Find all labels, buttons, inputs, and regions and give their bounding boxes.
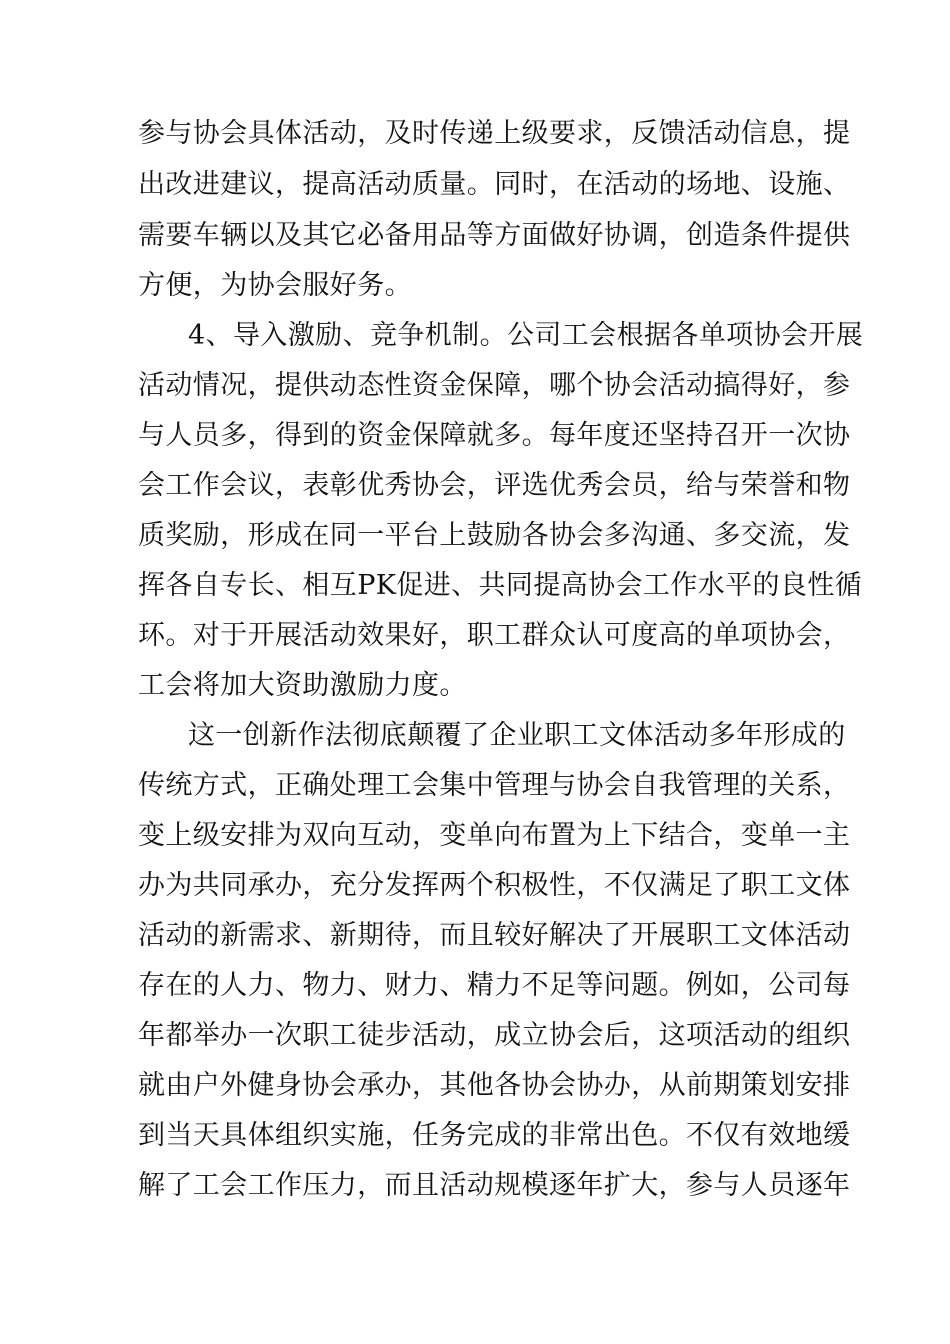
- text-line: 就由户外健身协会承办，其他各协会协办，从前期策划安排: [138, 1070, 851, 1101]
- text-line: 工会将加大资助激励力度。: [138, 670, 467, 701]
- text-line: 解了工会工作压力，而且活动规模逐年扩大，参与人员逐年: [138, 1170, 851, 1201]
- text-line: 参与协会具体活动，及时传递上级要求，反馈活动信息，提: [138, 118, 851, 149]
- paragraph-start-line: 4、导入激励、竞争机制。公司工会根据各单项协会开展: [188, 320, 864, 351]
- text-line: 会工作会议，表彰优秀协会，评选优秀会员，给与荣誉和物: [138, 470, 851, 501]
- text-line: 存在的人力、物力、财力、精力不足等问题。例如，公司每: [138, 970, 851, 1001]
- text-line: 挥各自专长、相互PK促进、共同提高协会工作水平的良性循: [138, 570, 863, 601]
- text-line: 环。对于开展活动效果好，职工群众认可度高的单项协会，: [138, 620, 851, 651]
- text-line: 活动情况，提供动态性资金保障，哪个协会活动搞得好，参: [138, 370, 851, 401]
- text-line: 质奖励，形成在同一平台上鼓励各协会多沟通、多交流，发: [138, 520, 851, 551]
- text-line: 变上级安排为双向互动，变单向布置为上下结合，变单一主: [138, 820, 851, 851]
- text-line: 方便，为协会服好务。: [138, 270, 412, 301]
- text-line: 到当天具体组织实施，任务完成的非常出色。不仅有效地缓: [138, 1120, 851, 1151]
- text-line: 出改进建议，提高活动质量。同时，在活动的场地、设施、: [138, 169, 851, 200]
- paragraph-start-line: 这一创新作法彻底颠覆了企业职工文体活动多年形成的: [188, 720, 846, 751]
- text-line: 需要车辆以及其它必备用品等方面做好协调，创造条件提供: [138, 220, 851, 251]
- text-line: 活动的新需求、新期待，而且较好解决了开展职工文体活动: [138, 920, 851, 951]
- text-line: 与人员多，得到的资金保障就多。每年度还坚持召开一次协: [138, 420, 851, 451]
- text-line: 传统方式，正确处理工会集中管理与协会自我管理的关系，: [138, 770, 851, 801]
- text-line: 年都举办一次职工徒步活动，成立协会后，这项活动的组织: [138, 1020, 851, 1051]
- text-line: 办为共同承办，充分发挥两个积极性，不仅满足了职工文体: [138, 870, 851, 901]
